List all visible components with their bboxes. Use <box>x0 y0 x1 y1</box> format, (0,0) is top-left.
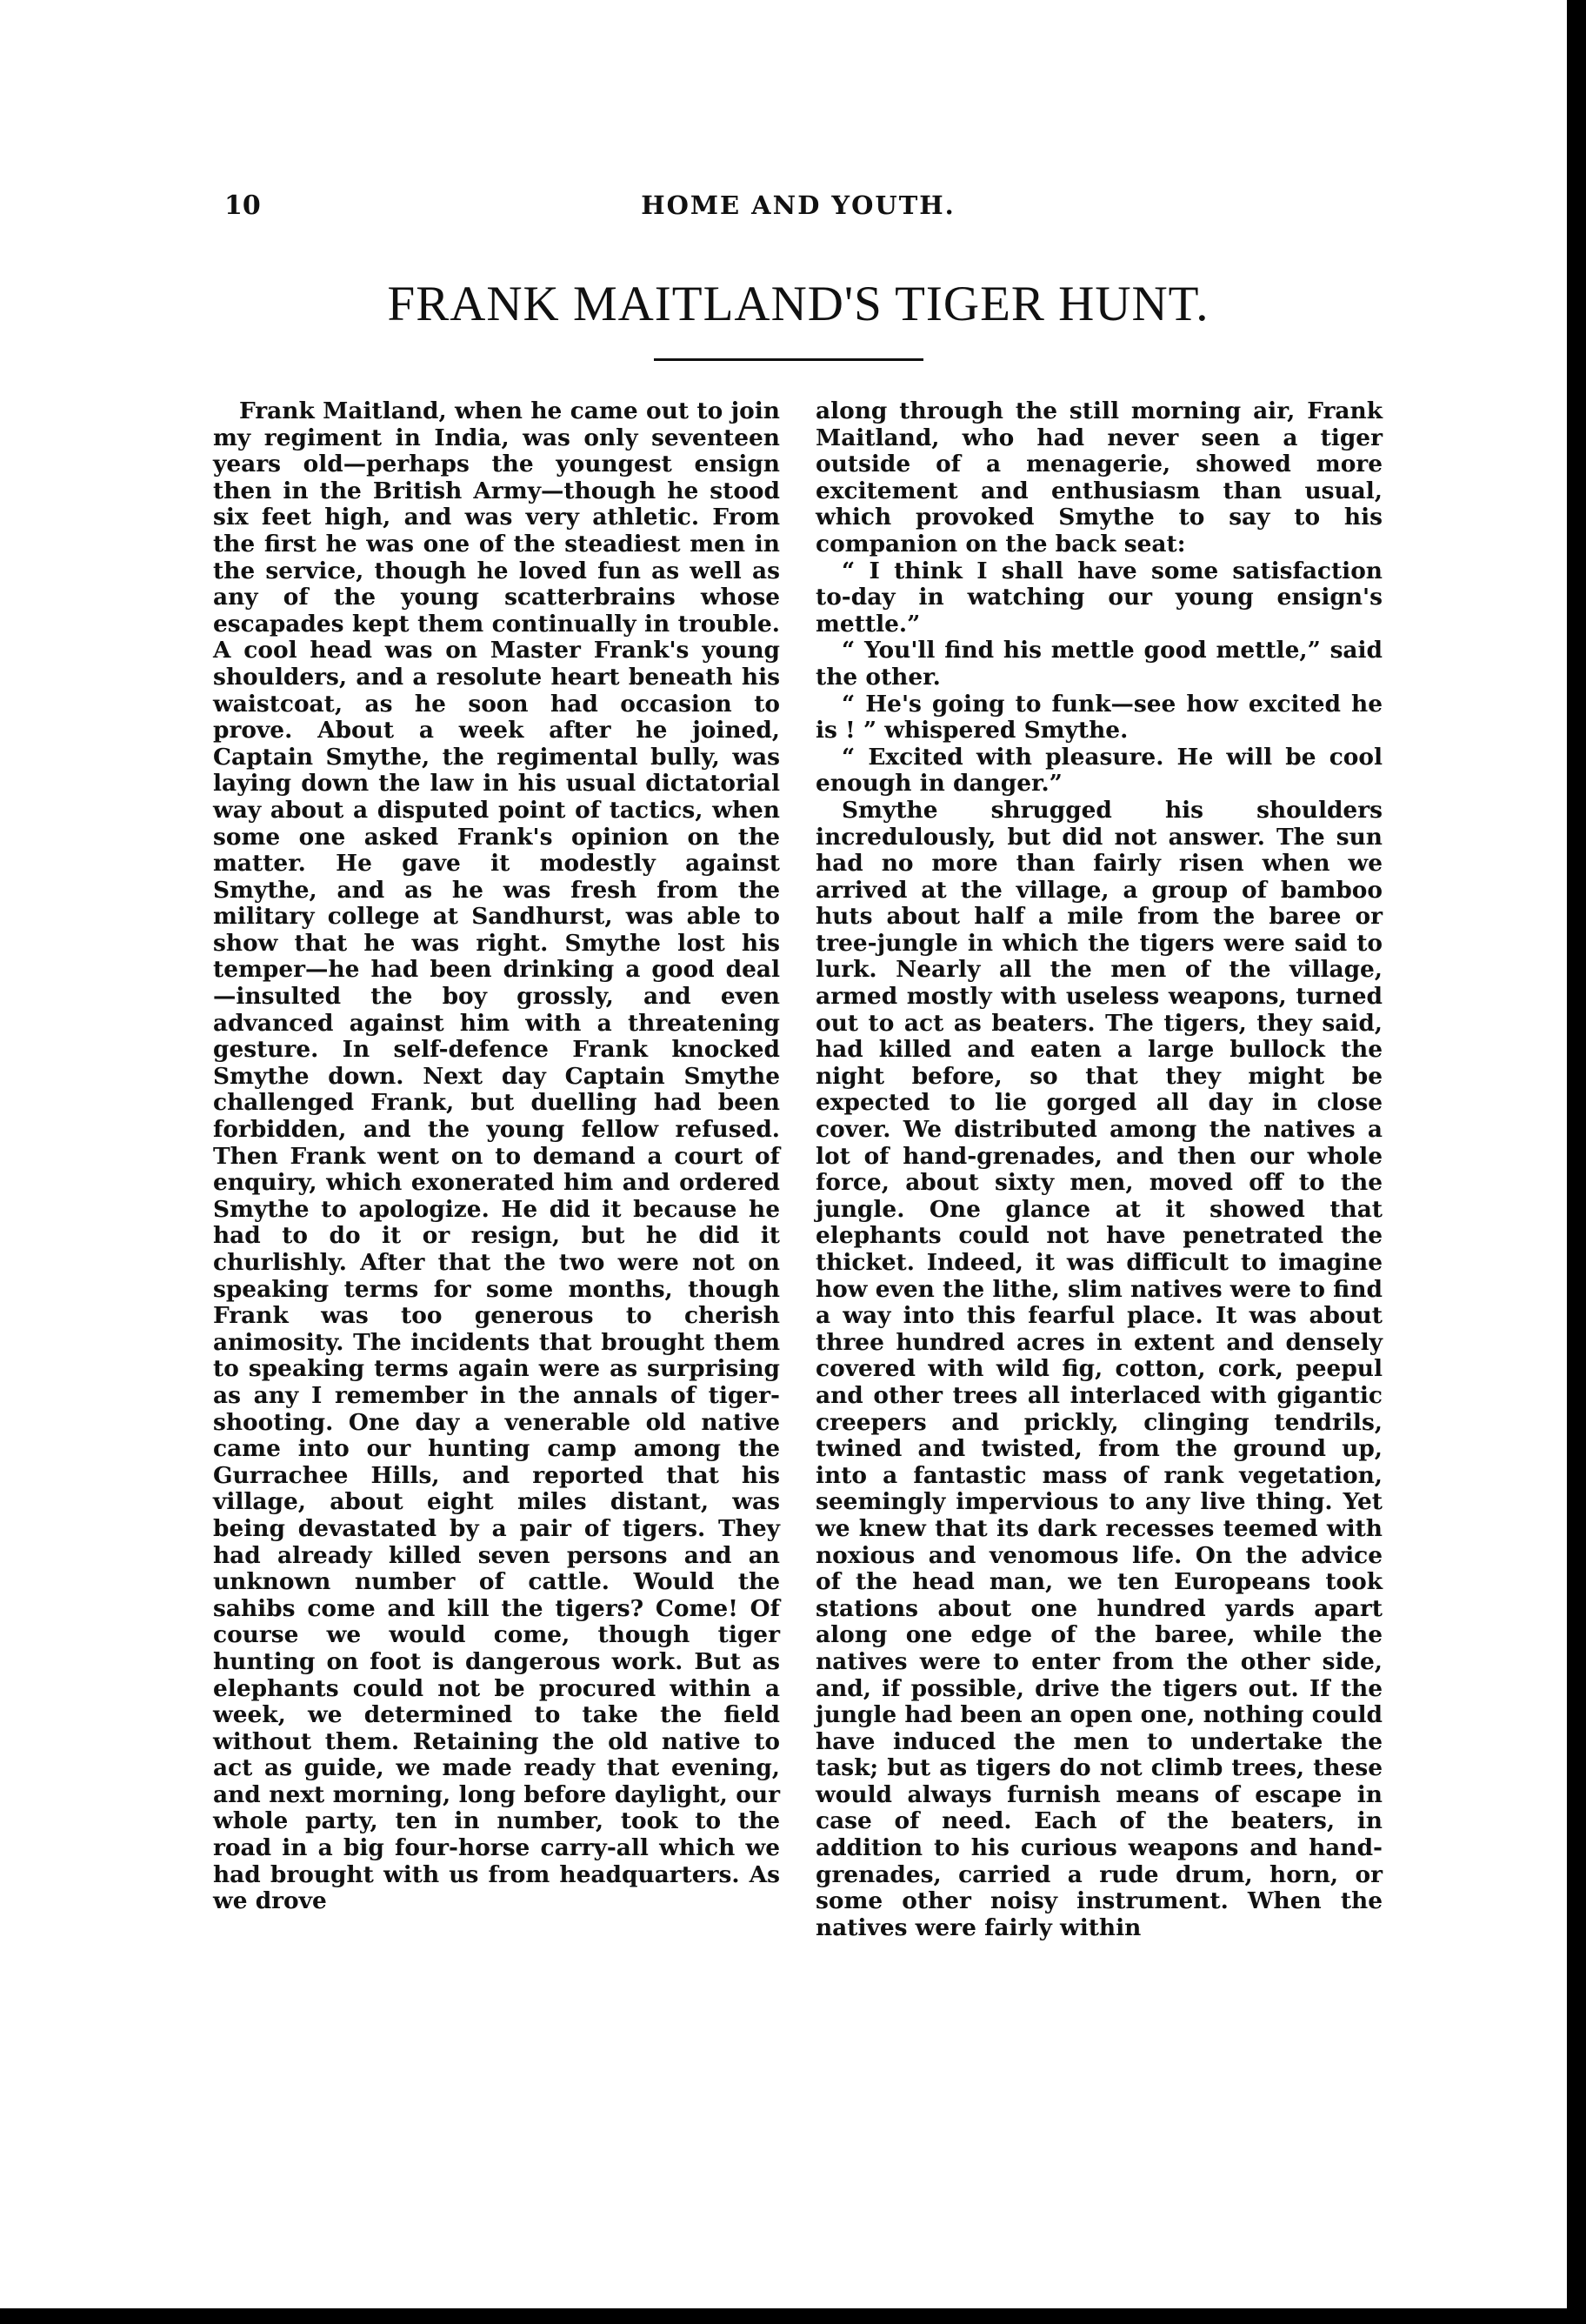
title-rule <box>654 358 923 361</box>
paragraph: “ He's going to funk—see how excited he is ! ” whispered Smythe. <box>816 690 1383 745</box>
article-title: FRANK MAITLAND'S TIGER HUNT. <box>387 277 1209 331</box>
paragraph: “ I think I shall have some satisfaction to-day in watching our young ensign's mettle.” <box>816 557 1383 638</box>
paragraph: “ You'll find his mettle good mettle,” said the other. <box>816 637 1383 691</box>
page-edge-shadow <box>1567 0 1586 2324</box>
page-bottom-edge <box>0 2308 1586 2324</box>
paragraph: Smythe shrugged his shoulders incredulously, but did not answer. The sun had no more than fairly risen when we arrived at the village, a group of bamboo huts about half a mile from the baree or tree-jungle in which the tigers were said to lurk. Nearly all the men of the village, armed mostly with useless weapons, turned out to act as beaters. The tigers, they said, had killed and eaten a large bullock the night before, so that they might be expected to lie gorged all day in close cover. We distributed among the natives a lot of hand-grenades, and then our whole force, about sixty men, moved off to the jungle. One glance at it showed that elephants could not have penetrated the thicket. Indeed, it was difficult to imagine how even the lithe, slim natives were to find a way into this fearful place. It was about three hundred acres in extent and densely covered with wild fig, cotton, cork, peepul and other trees all interlaced with gigantic creepers and prickly, clinging tendrils, twined and twisted, from the ground up, into a fantastic mass of rank vegetation, seemingly impervious to any live thing. Yet we knew that its dark recesses teemed with noxious and venomous life. On the advice of the head man, we ten Europeans took stations about one hundred yards apart along one edge of the baree, while the natives were to enter from the other side, and, if possible, drive the tigers out. If the jungle had been an open one, nothing could have induced the men to undertake the task; but as tigers do not climb trees, these would always furnish means of escape in case of need. Each of the beaters, in addition to his curious weapons and hand-grenades, carried a rude drum, horn, or some other noisy instrument. When the natives were fairly within <box>816 796 1383 1941</box>
paragraph: “ Excited with pleasure. He will be cool enough in danger.” <box>816 743 1383 798</box>
page-header <box>224 187 1372 239</box>
paragraph: Frank Maitland, when he came out to join my regiment in India, was only seventeen years old—perhaps the youngest ensign then in the British Army—though he stood six feet high, and was very athletic. From the first he was one of the steadiest men in the service, though he loved fun as well as any of the young scatterbrains whose escapades kept them continually in trouble. A cool head was on Master Frank's young shoulders, and a resolute heart beneath his waistcoat, as he soon had occasion to prove. About a week after he joined, Captain Smythe, the regimental bully, was laying down the law in his usual dictatorial way about a disputed point of tactics, when some one asked Frank's opinion on the matter. He gave it modestly against Smythe, and as he was fresh from the military college at Sandhurst, was able to show that he was right. Smythe lost his temper—he had been drinking a good deal—insulted the boy grossly, and even advanced against him with a threatening gesture. In self-defence Frank knocked Smythe down. Next day Captain Smythe challenged Frank, but duelling had been forbidden, and the young fellow refused. Then Frank went on to demand a court of enquiry, which exonerated him and ordered Smythe to apologize. He did it because he had to do it or resign, but he did it churlishly. After that the two were not on speaking terms for some months, though Frank was too generous to cherish animosity. The incidents that brought them to speaking terms again were as surprising as any I remember in the annals of tiger-shooting. One day a venerable old native came into our hunting camp among the Gurrachee Hills, and reported that his village, about eight miles distant, was being devastated by a pair of tigers. They had already killed seven persons and an unknown number of cattle. Would the sahibs come and kill the tigers? Come! Of course we would come, though tiger hunting on foot is dangerous work. But as elephants could not be procured within a week, we determined to take the field without them. Retaining the old native to act as guide, we made ready that evening, and next morning, long before daylight, our whole party, ten in number, took to the road in a big four-horse carry-all which we had brought with us from headquarters. As we drove <box>213 397 780 1915</box>
right-column <box>816 398 1383 1941</box>
running-head: HOME AND YOUTH. <box>641 190 956 220</box>
paragraph: along through the still morning air, Frank Maitland, who had never seen a tiger outside of a menagerie, showed more excitement and enthusiasm than usual, which provoked Smythe to say to his companion on the back seat: <box>816 397 1383 558</box>
left-column <box>213 398 780 1915</box>
page-number: 10 <box>224 190 261 221</box>
